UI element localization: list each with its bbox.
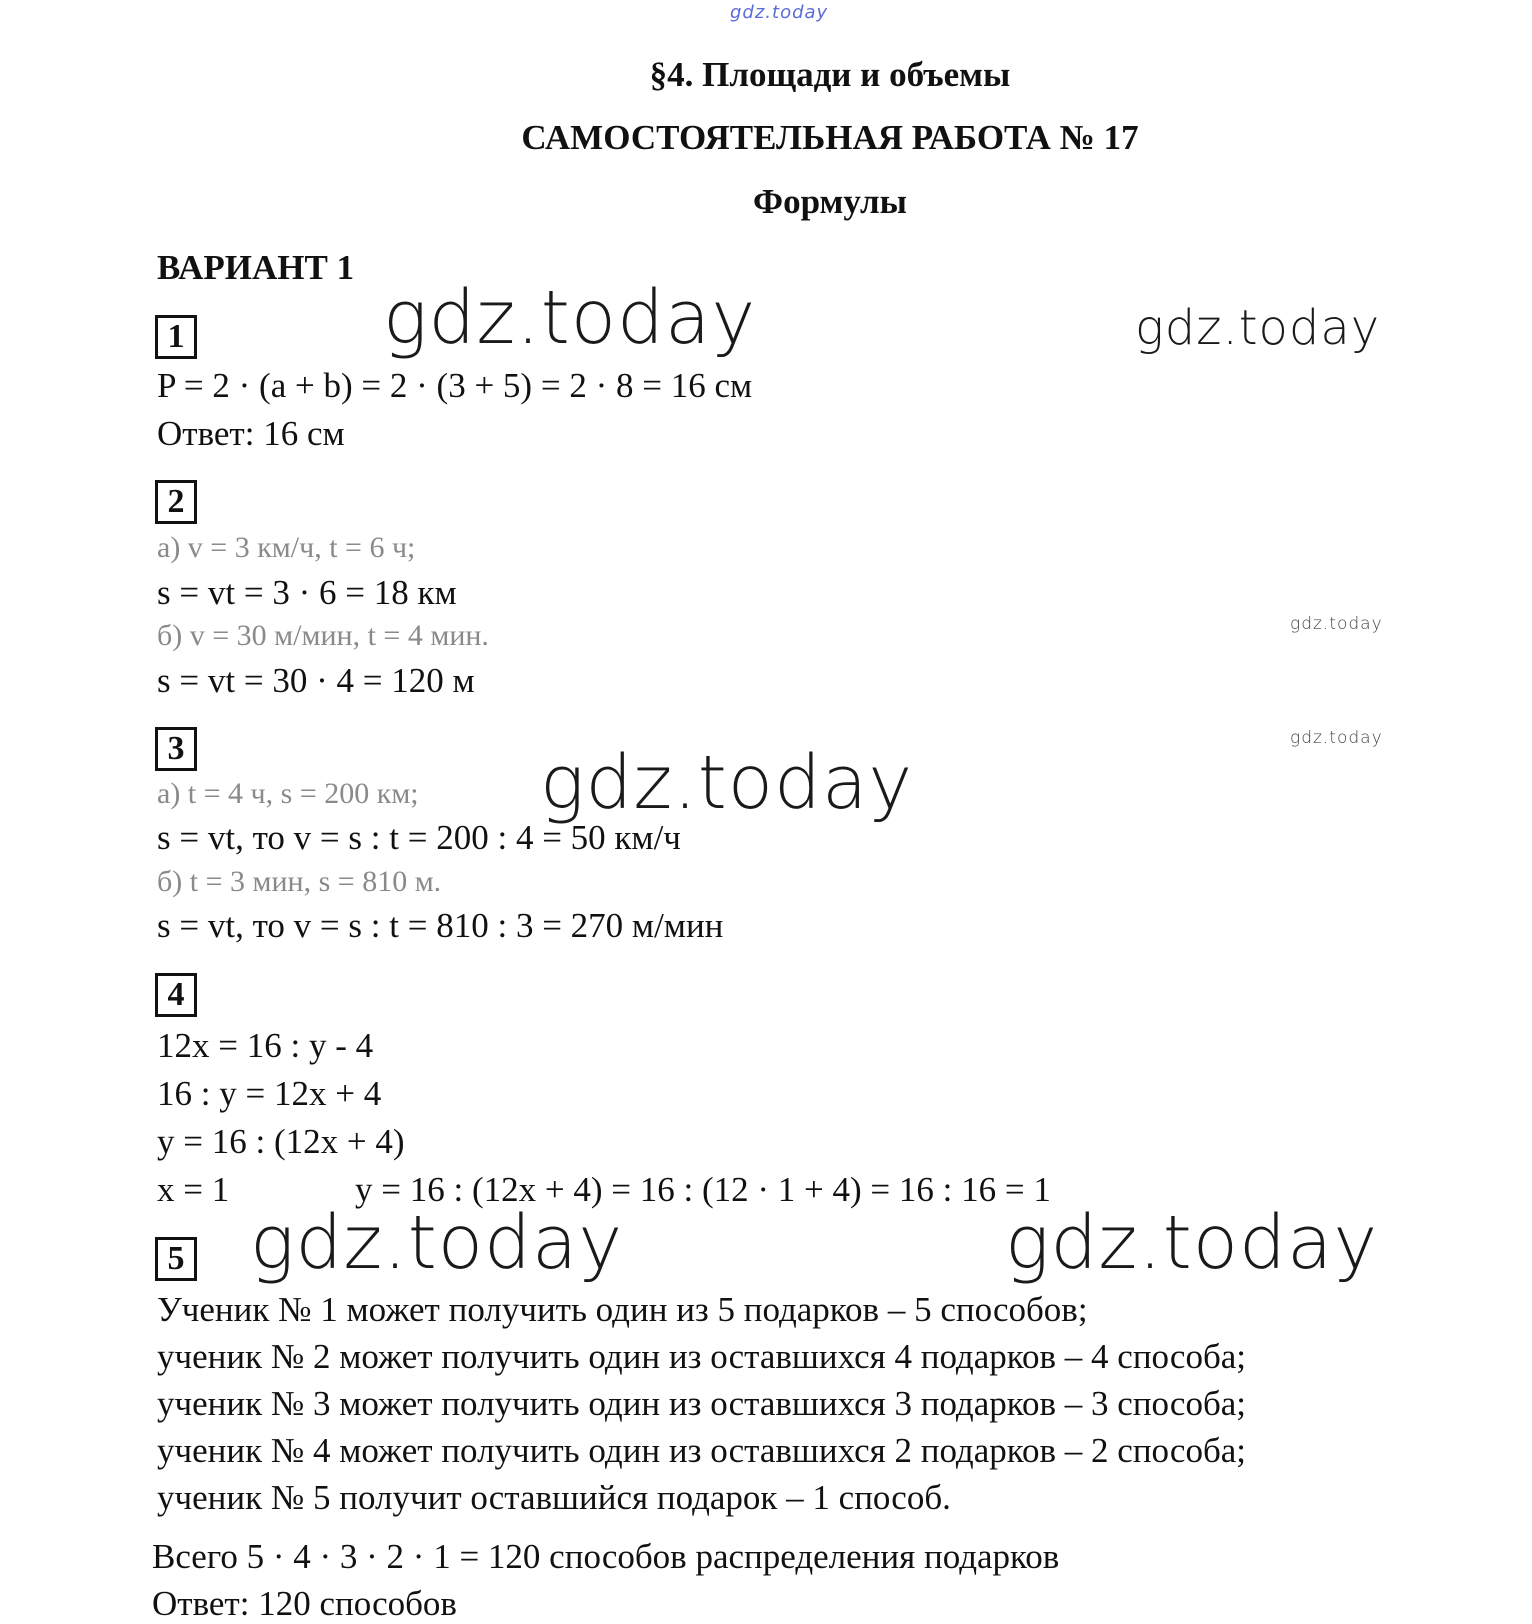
task2-solution-a: s = vt = 3 · 6 = 18 км: [157, 573, 457, 612]
watermark: gdz.today: [1290, 614, 1383, 634]
task4-y-calc: y = 16 : (12x + 4) = 16 : (12 · 1 + 4) = 16 : 16 = 1: [355, 1170, 1051, 1209]
task4-x-value: x = 1: [157, 1170, 230, 1209]
task-number-4: 4: [155, 973, 197, 1017]
task-number-1: 1: [155, 315, 197, 359]
task5-line-5: ученик № 5 получит оставшийся подарок – 1 способ.: [157, 1478, 951, 1517]
task5-line-1: Ученик № 1 может получить один из 5 подарков – 5 способов;: [157, 1290, 1088, 1329]
task5-line-2: ученик № 2 может получить один из оставшихся 4 подарков – 4 способа;: [157, 1337, 1247, 1376]
work-title: САМОСТОЯТЕЛЬНАЯ РАБОТА № 17: [521, 118, 1139, 157]
task2-condition-a: а) v = 3 км/ч, t = 6 ч;: [157, 531, 416, 564]
task5-line-4: ученик № 4 может получить один из оставшихся 2 подарков – 2 способа;: [157, 1431, 1247, 1470]
topic-title: Формулы: [753, 182, 907, 221]
task3-solution-b: s = vt, то v = s : t = 810 : 3 = 270 м/мин: [157, 906, 724, 945]
task-number-2: 2: [155, 480, 197, 524]
task5-line-3: ученик № 3 может получить один из оставшихся 3 подарков – 3 способа;: [157, 1384, 1247, 1423]
task4-line-3: y = 16 : (12x + 4): [157, 1122, 405, 1161]
task1-answer: Ответ: 16 см: [157, 414, 345, 453]
task3-solution-a: s = vt, то v = s : t = 200 : 4 = 50 км/ч: [157, 818, 681, 857]
task-number-5: 5: [155, 1237, 197, 1281]
watermark: gdz.today: [540, 740, 914, 826]
watermark: gdz.today: [383, 275, 757, 361]
watermark: gdz.today: [1135, 300, 1381, 356]
watermark-top: gdz.today: [730, 2, 829, 23]
task4-line-2: 16 : y = 12x + 4: [157, 1074, 382, 1113]
task1-formula: P = 2 · (a + b) = 2 · (3 + 5) = 2 · 8 = 16 см: [157, 366, 753, 405]
watermark: gdz.today: [250, 1200, 624, 1286]
task2-condition-b: б) v = 30 м/мин, t = 4 мин.: [157, 619, 489, 652]
task-number-3: 3: [155, 727, 197, 771]
section-title: §4. Площади и объемы: [649, 55, 1011, 94]
task5-answer: Ответ: 120 способов: [152, 1584, 457, 1623]
task3-condition-b: б) t = 3 мин, s = 810 м.: [157, 865, 442, 898]
task3-condition-a: а) t = 4 ч, s = 200 км;: [157, 777, 419, 810]
task2-solution-b: s = vt = 30 · 4 = 120 м: [157, 661, 475, 700]
watermark: gdz.today: [1005, 1200, 1379, 1286]
variant-heading: ВАРИАНТ 1: [157, 248, 355, 287]
watermark: gdz.today: [1290, 728, 1383, 748]
task4-line-1: 12x = 16 : y - 4: [157, 1026, 374, 1065]
task5-total: Всего 5 · 4 · 3 · 2 · 1 = 120 способов распределения подарков: [152, 1537, 1060, 1576]
